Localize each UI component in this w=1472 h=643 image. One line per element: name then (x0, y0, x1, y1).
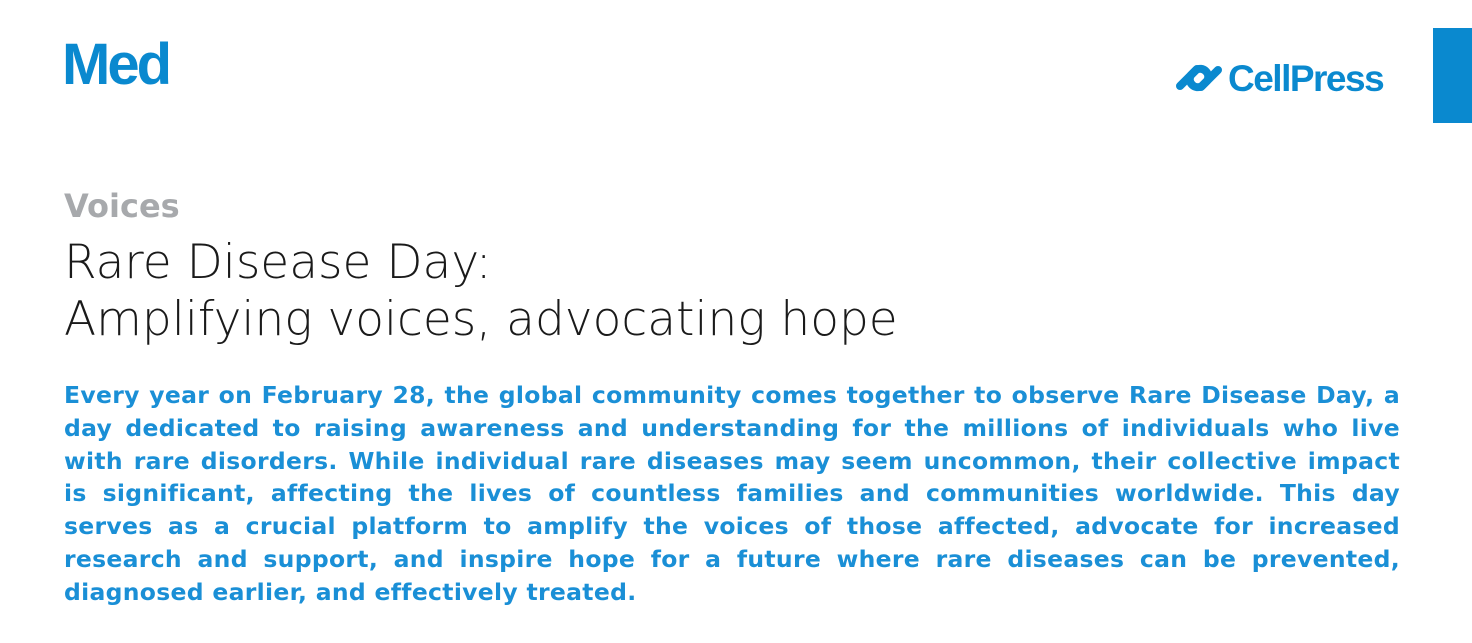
edge-tab (1433, 28, 1472, 123)
article-title (64, 234, 898, 348)
journal-logo: Med (62, 32, 169, 97)
cellpress-logo-icon (1176, 56, 1222, 100)
section-label: Voices (64, 187, 180, 225)
article-abstract: Every year on February 28, the global community comes together to observe Rare Disease Day, a day dedicated to raising awareness and understanding for the millions of individuals who live with rare disorders. While individual rare diseases may seem uncommon, their collective impact is significant, affecting the lives of countless families and communities worldwide. This day serves as a crucial platform to amplify the voices of those affected, advocate for increased research and support, and inspire hope for a future where rare diseases can be prevented, diagnosed earlier, and effectively treated. (64, 381, 1400, 606)
publisher-name: CellPress (1228, 57, 1384, 99)
publisher-logo (1176, 56, 1383, 100)
article-title-line-1: Rare Disease Day: (64, 235, 492, 290)
article-title-line-2: Amplifying voices, advocating hope (64, 292, 898, 347)
